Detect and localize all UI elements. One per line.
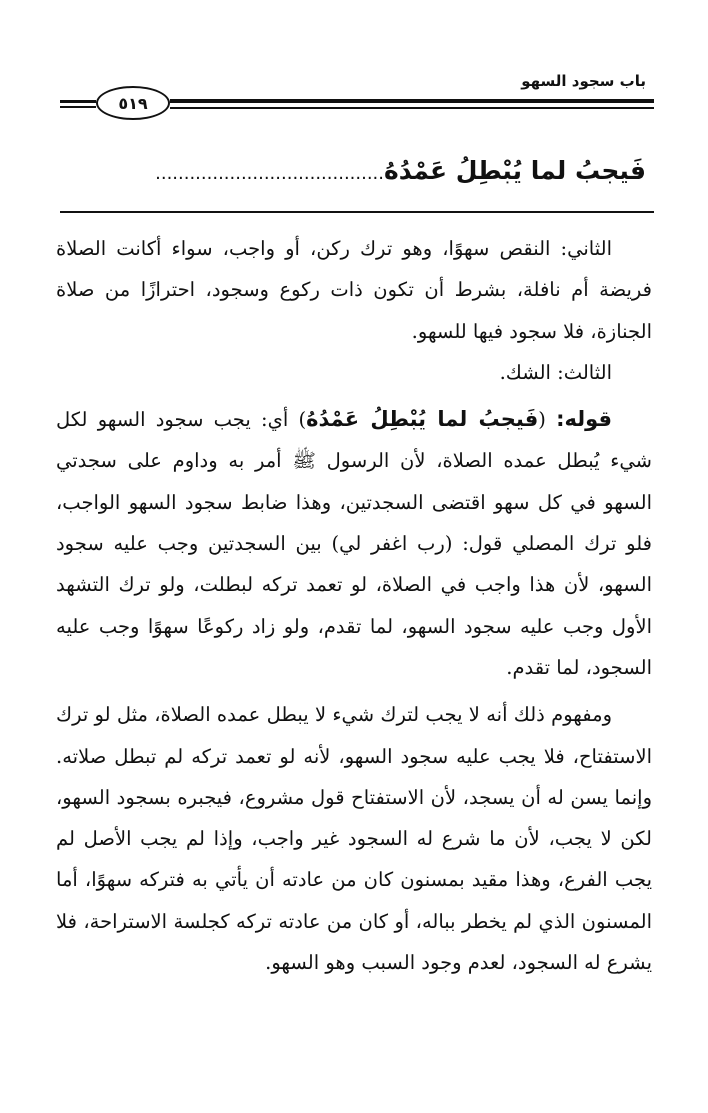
matn-heading-text: فَيجبُ لما يُبْطِلُ عَمْدُهُ xyxy=(384,156,646,185)
commentary-quote: فَيجبُ لما يُبْطِلُ عَمْدُهُ xyxy=(306,407,539,432)
paragraph-commentary xyxy=(56,399,652,688)
header-rule-left-thin xyxy=(60,106,96,108)
commentary-lead: قوله: xyxy=(556,407,612,432)
commentary-text: أي: يجب سجود السهو لكل شيء يُبطل عمده الصلاة، لأن الرسول ﷺ أمر به وداوم على سجدتي السهو في كل سهو اقتضى السجدتين، وهذا ضابط سجود السهو الواجب، فلو ترك المصلي قول: (رب اغفر لي) بين السجدتين وجب عليه سجود السهو، لأن هذا واجب في الصلاة، لو تعمد تركه لبطلت، ولو ترك التشهد الأول وجب عليه سجود السهو، لما تقدم، ولو زاد ركوعًا سهوًا وجب عليه السجود، لما تقدم. xyxy=(56,408,652,679)
quote-open: ( xyxy=(538,408,557,432)
header-rule-right-thin xyxy=(170,107,654,109)
header-rule-right-thick xyxy=(170,99,654,103)
quote-close: ) xyxy=(288,408,307,432)
commentary-body xyxy=(56,228,652,983)
matn-heading-dots: ........................................ xyxy=(155,163,384,184)
running-header-title: باب سجود السهو xyxy=(521,72,646,90)
page-number: ٥١٩ xyxy=(118,93,148,113)
page-number-oval xyxy=(96,86,170,120)
paragraph-third-cause: الثالث: الشك. xyxy=(499,360,612,384)
header-rule-left-thick xyxy=(60,100,96,103)
heading-separator xyxy=(60,211,654,213)
paragraph-second-cause: الثاني: النقص سهوًا، وهو ترك ركن، أو واجب، سواء أكانت الصلاة فريضة أم نافلة، بشرط أن تكون ذات ركوع وسجود، احترازًا من صلاة الجنازة، فلا سجود فيها للسهو. xyxy=(56,237,652,343)
paragraph-implication: ومفهوم ذلك أنه لا يجب لترك شيء لا يبطل عمده الصلاة، مثل لو ترك الاستفتاح، فلا يجب عليه سجود السهو، لأنه لو تعمد تركه لم تبطل صلاته. وإنما يسن له أن يسجد، لأن الاستفتاح قول مشروع، فيجبره بسجود السهو، لكن لا يجب، لأن ما شرع له السجود غير واجب، وإذا لم يجب الأصل لم يجب الفرع، وهذا مقيد بمسنون كان من عادته أن يأتي به فتركه سهوًا، أما المسنون الذي لم يخطر بباله، أو كان من عادته تركه كجلسة الاستراحة، فلا يشرع له السجود، لعدم وجود السبب وهو السهو. xyxy=(56,703,652,975)
matn-heading xyxy=(56,156,646,185)
